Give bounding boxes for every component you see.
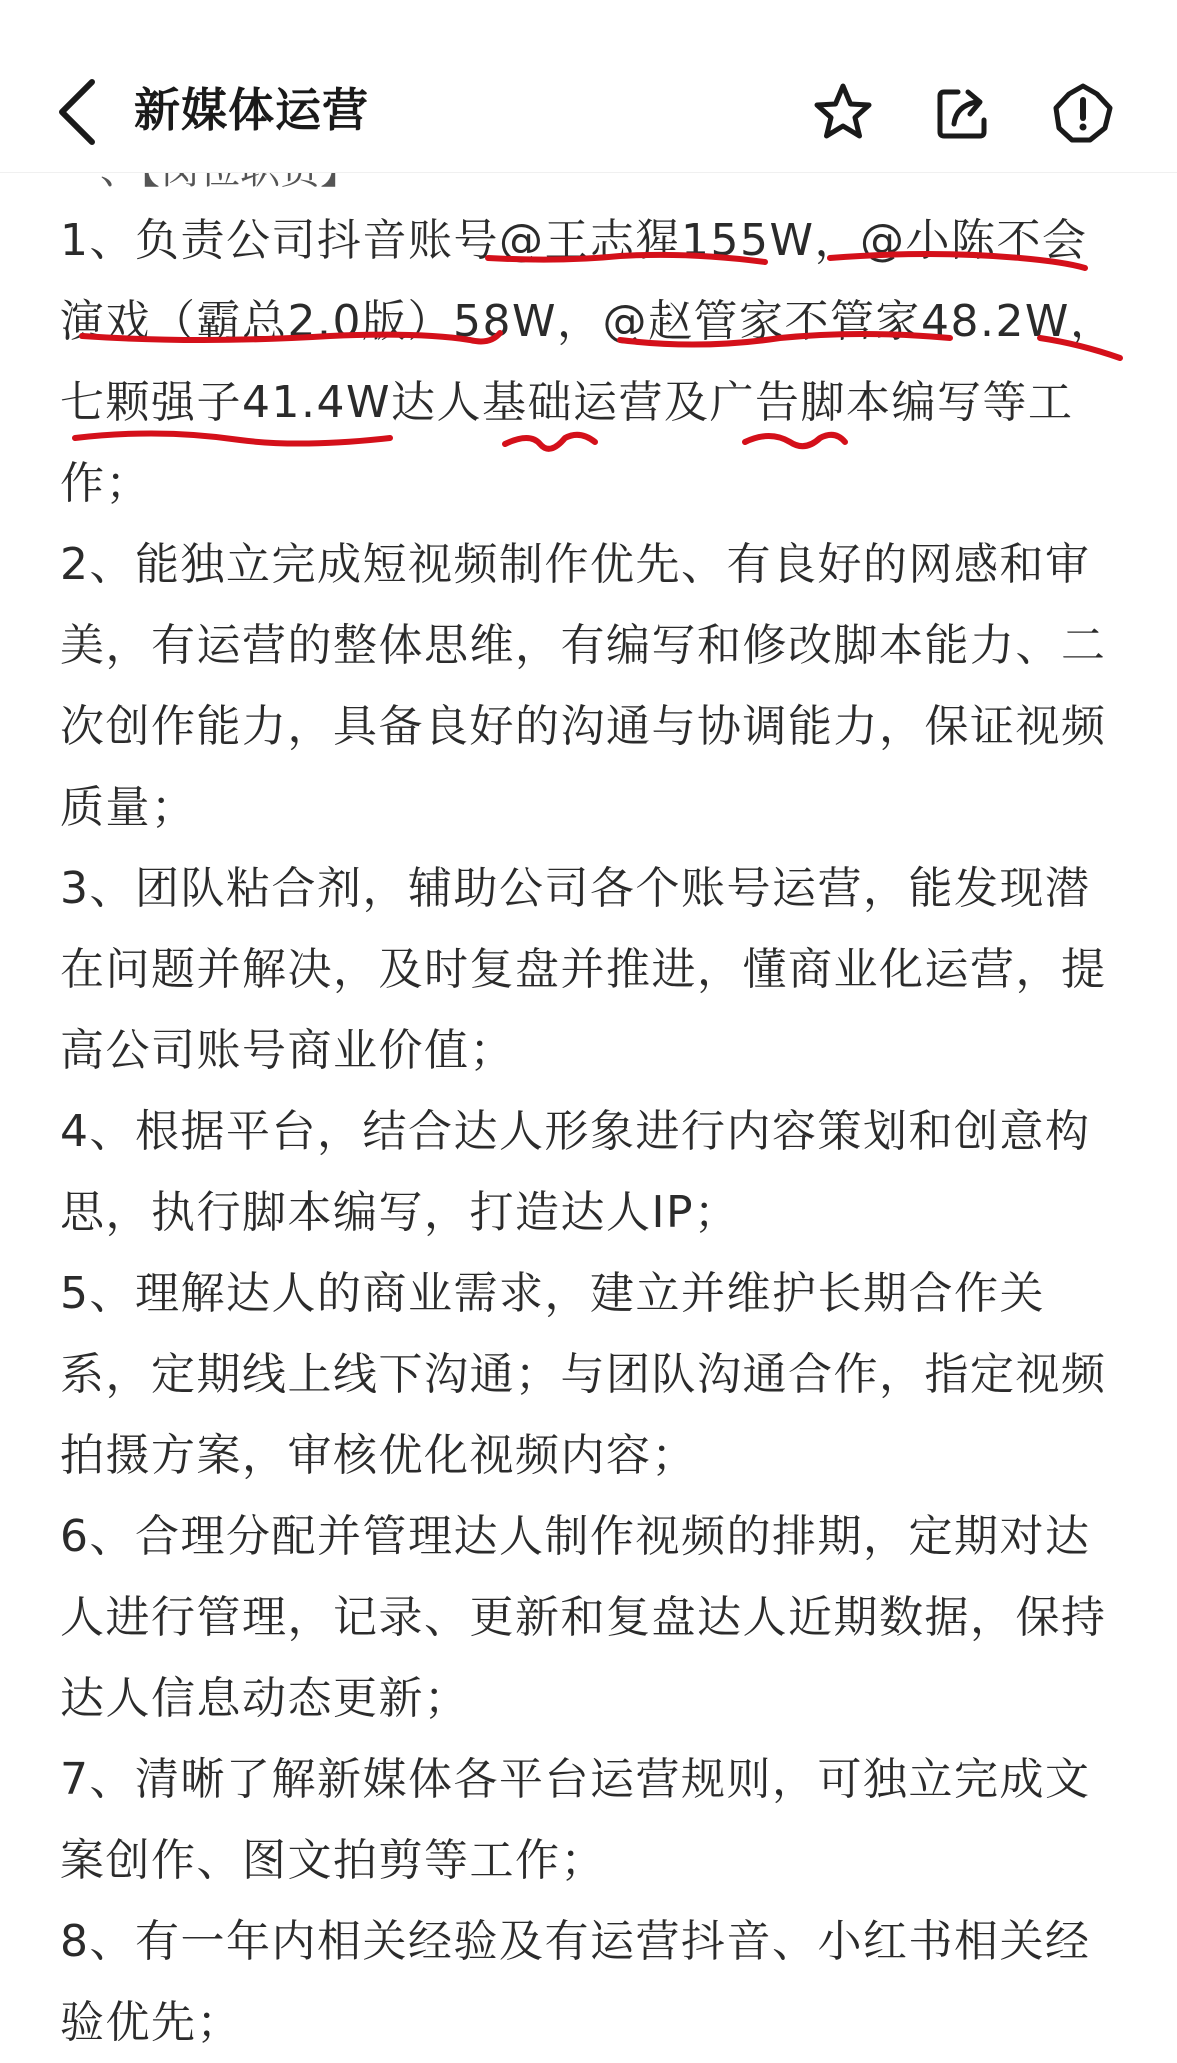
duty-item: 2、能独立完成短视频制作优先、有良好的网感和审美，有运营的整体思维，有编写和修改脚本能力、二次创作能力，具备良好的沟通与协调能力，保证视频质量；	[60, 539, 1107, 833]
share-button[interactable]	[930, 80, 996, 146]
top-bar	[0, 0, 1177, 173]
report-button[interactable]	[1050, 80, 1116, 146]
share-icon	[930, 80, 996, 146]
page-title: 新媒体运营	[134, 83, 369, 137]
star-icon	[810, 80, 876, 146]
favorite-button[interactable]	[810, 80, 876, 146]
job-description	[60, 200, 1120, 2063]
back-chevron-icon	[50, 72, 110, 152]
duty-item: 5、理解达人的商业需求，建立并维护长期合作关系，定期线上线下沟通；与团队沟通合作，指定视频拍摄方案，审核优化视频内容；	[60, 1268, 1107, 1481]
back-button[interactable]	[50, 72, 110, 152]
duty-item: 8、有一年内相关经验及有运营抖音、小红书相关经验优先；	[60, 1916, 1091, 2048]
duty-item: 6、合理分配并管理达人制作视频的排期，定期对达人进行管理，记录、更新和复盘达人近期数据，保持达人信息动态更新；	[60, 1511, 1107, 1724]
duty-item: 7、清晰了解新媒体各平台运营规则，可独立完成文案创作、图文拍剪等工作；	[60, 1754, 1091, 1886]
warning-icon	[1050, 80, 1116, 146]
duty-item: 4、根据平台，结合达人形象进行内容策划和创意构思，执行脚本编写，打造达人IP；	[60, 1106, 1091, 1238]
duty-item: 3、团队粘合剂，辅助公司各个账号运营，能发现潜在问题并解决，及时复盘并推进，懂商业化运营，提高公司账号商业价值；	[60, 863, 1107, 1076]
duty-item: 1、负责公司抖音账号@王志猩155W，@小陈不会演戏（霸总2.0版）58W，@赵管家不管家48.2W，七颗强子41.4W达人基础运营及广告脚本编写等工作；	[60, 215, 1116, 509]
